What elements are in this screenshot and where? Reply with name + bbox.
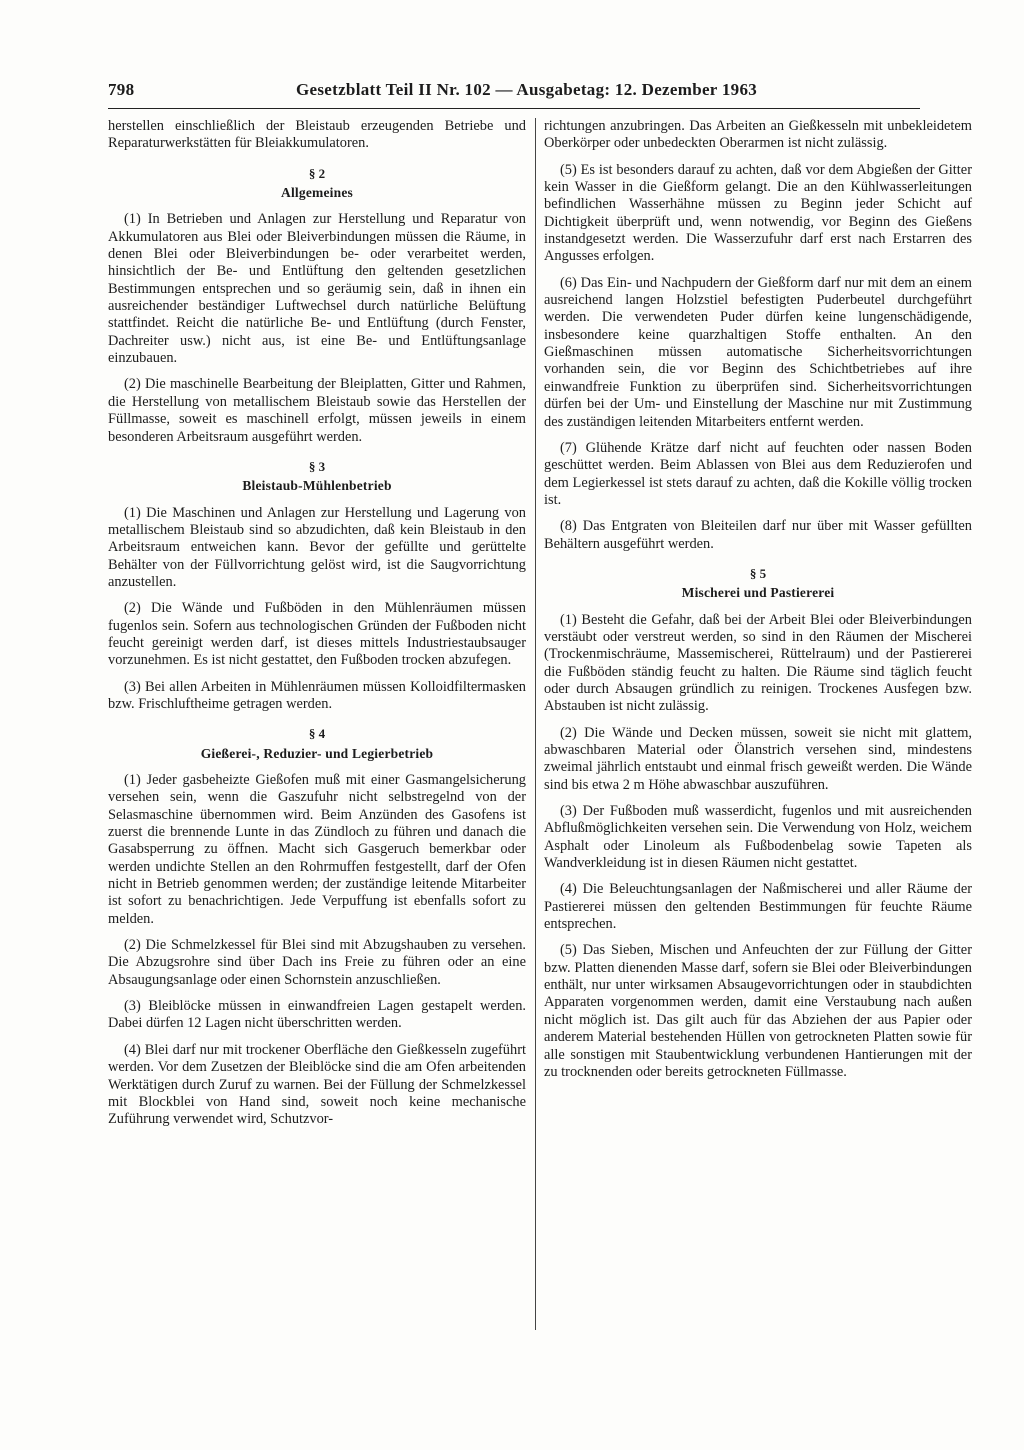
- paragraph: (1) Besteht die Gefahr, daß bei der Arbeit Blei oder Bleiverbindungen verstäubt oder verstreut werden, so sind in den Räumen der Mischerei (Trockenmischräume, Massemischerei, Rüttelraum) und der Pastiererei die Fußböden ständig feucht zu halten. Die Räume sind täglich feucht oder durch Absaugen gründlich zu reinigen. Trockenes Ausfegen bzw. Abstauben ist nicht zulässig.: [544, 611, 972, 715]
- section-number: § 3: [308, 458, 326, 474]
- header-rule: [108, 108, 920, 109]
- paragraph: (1) Die Maschinen und Anlagen zur Herstellung und Lagerung von metallischem Bleistaub sind so abzudichten, daß kein Bleistaub in den Arbeitsraum entweichen kann. Bevor der gefüllte und gerüttelte Behälter von der Füllvorrichtung gelöst wird, ist die Saugvorrichtung anzustellen.: [108, 504, 526, 590]
- page-number: 798: [108, 80, 135, 99]
- paragraph: (2) Die maschinelle Bearbeitung der Bleiplatten, Gitter und Rahmen, die Herstellung von metallischem Bleistaub sowie das Herstellen der Füllmasse, soweit es maschinell erfolgt, müssen jeweils in einem besonderen Arbeitsraum ausgeführt werden.: [108, 376, 526, 445]
- paragraph: (2) Die Wände und Fußböden in den Mühlenräumen müssen fugenlos sein. Sofern aus technologischen Gründen der Fußboden nicht feucht gereinigt werden darf, ist dieses mittels Industriestaubsauger vorzunehmen. Es ist nicht gestattet, den Fußboden trocken abzufegen.: [108, 600, 526, 669]
- section-title: Gießerei-, Reduzier- und Legierbetrieb: [200, 745, 434, 761]
- paragraph: (3) Bei allen Arbeiten in Mühlenräumen müssen Kolloidfiltermasken bzw. Frischluftheime getragen werden.: [108, 678, 526, 712]
- paragraph: (7) Glühende Krätze darf nicht auf feuchten oder nassen Boden geschüttet werden. Beim Ablassen von Blei aus dem Reduzierofen und dem Legierkessel ist stets darauf zu achten, daß die Kokille völlig trocken ist.: [544, 439, 972, 508]
- section-number: § 5: [749, 565, 767, 581]
- paragraph: (5) Es ist besonders darauf zu achten, daß vor dem Abgießen der Gitter kein Wasser in die Gießform gelangt. Die an den Kühlwasserleitungen befindlichen Wasserhähne müssen zu Beginn jeder Schicht auf Dichtigkeit überprüft und, wenn notwendig, vor Beginn des Gießens instandgesetzt werden. Die Wasserzufuhr darf erst nach Erstarren des Angusses erfolgen.: [544, 161, 972, 265]
- section-number: § 4: [308, 726, 326, 742]
- paragraph: (6) Das Ein- und Nachpudern der Gießform darf nur mit dem an einem ausreichend langen Holzstiel befestigten Puderbeutel durchgeführt werden. Die verwendeten Puder dürfen keine lungenschädigende, insbesondere keine quarzhaltigen Stoffe enthalten. An den Gießmaschinen müssen automatische Sicherheitsvorrichtungen vorhanden sein, die vor Beginn des Schichtbetriebes auf ihre einwandfreie Funktion zu überprüfen sind. Sicherheitsvorrichtungen dürfen bei der Um- und Einstellung der Maschine nur mit Zustimmung des zuständigen leitenden Mitarbeiters entfernt werden.: [544, 274, 972, 430]
- paragraph: (3) Der Fußboden muß wasserdicht, fugenlos und mit ausreichenden Abflußmöglichkeiten versehen sein. Die Verwendung von Holz, weichem Asphalt oder Linoleum als Fußbodenbelag sowie Tapeten als Wandverkleidung ist in diesen Räumen nicht gestattet.: [544, 803, 972, 872]
- column-divider: [535, 118, 536, 1330]
- paragraph: (8) Das Entgraten von Bleiteilen darf nur über mit Wasser gefüllten Behältern ausgeführt werden.: [544, 518, 972, 552]
- paragraph: richtungen anzubringen. Das Arbeiten an Gießkesseln mit unbekleidetem Oberkörper oder unbedeckten Oberarmen ist nicht zulässig.: [544, 118, 972, 152]
- right-column: [544, 118, 972, 1090]
- paragraph: (4) Blei darf nur mit trockener Oberfläche den Gießkesseln zugeführt werden. Vor dem Zusetzen der Bleiblöcke sind die am Ofen arbeitenden Werktätigen durch Zuruf zu warnen. Bei der Füllung der Schmelzkessel mit Blockblei von Hand sind, soweit noch keine mechanische Zuführung verwendet wird, Schutzvor-: [108, 1041, 526, 1128]
- paragraph: (2) Die Wände und Decken müssen, soweit sie nicht mit glattem, abwaschbaren Material oder Ölanstrich versehen sind, mindestens zweimal jährlich entstaubt und einmal frisch geweißt werden. Die Wände sind bis etwa 2 m Höhe abwaschbar auszuführen.: [544, 724, 972, 793]
- section-title: Bleistaub-Mühlenbetrieb: [242, 478, 392, 494]
- section-title: Allgemeines: [281, 185, 353, 201]
- section-title: Mischerei und Pastiererei: [681, 585, 835, 601]
- paragraph: (1) Jeder gasbeheizte Gießofen muß mit einer Gasmangelsicherung versehen sein, wenn die Gaszufuhr nicht selbstregelnd von der Selasmaschine übernommen wird. Beim Anzünden des Gasofens ist zuerst die brennende Lunte in das Zündloch zu führen und danach die Gasabsperrung zu öffnen. Macht sich Gasgeruch bemerkbar oder werden undichte Stellen an den Rohrmuffen festgestellt, darf der Ofen nicht in Betrieb genommen werden; der zuständige leitende Mitarbeiter ist sofort zu benachrichtigen. Jede Verpuffung ist ebenfalls sofort zu melden.: [108, 772, 526, 927]
- page-header: [108, 80, 920, 104]
- paragraph: (1) In Betrieben und Anlagen zur Herstellung und Reparatur von Akkumulatoren aus Blei oder Bleiverbindungen müssen die Räume, in denen Blei oder Bleiverbindungen be- oder verarbeitet werden, hinsichtlich der Be- und Entlüftung den geltenden gesetzlichen Bestimmungen entsprechen und so geräumig sein, daß in ihnen ein ausreichender beständiger Luftwechsel durch natürliche Belüftung stattfindet. Reicht die natürliche Be- und Entlüftung (durch Fenster, Dachreiter usw.) nicht aus, ist eine Be- und Entlüftungsanlage einzubauen.: [108, 211, 526, 367]
- paragraph: (2) Die Schmelzkessel für Blei sind mit Abzugshauben zu versehen. Die Abzugsrohre sind über Dach ins Freie zu führen oder an eine Absaugungsanlage oder einen Schornstein anzuschließen.: [108, 937, 526, 988]
- paragraph: herstellen einschließlich der Bleistaub erzeugenden Betriebe und Reparaturwerkstätten für Bleiakkumulatoren.: [108, 118, 526, 152]
- paragraph: (5) Das Sieben, Mischen und Anfeuchten der zur Füllung der Gitter bzw. Platten dienenden Masse darf, sofern sie Blei oder Bleiverbindungen enthält, nur unter wirksamen Absaugevorrichtungen oder in staubdichten Apparaten vorgenommen werden, damit eine Verstaubung nach außen nicht möglich ist. Das gilt auch für das Abziehen der aus Papier oder anderem Material bestehenden Hüllen von getrockneten Platten sowie für alle sonstigen mit Staubentwicklung verbundenen Hantierungen mit der zu trocknenden oder bereits getrockneten Füllmasse.: [544, 942, 972, 1080]
- paragraph: (3) Bleiblöcke müssen in einwandfreien Lagen gestapelt werden. Dabei dürfen 12 Lagen nicht überschritten werden.: [108, 998, 526, 1032]
- left-column: [108, 118, 526, 1138]
- paragraph: (4) Die Beleuchtungsanlagen der Naßmischerei und aller Räume der Pastiererei müssen den geltenden Bestimmungen für feuchte Räume entsprechen.: [544, 881, 972, 933]
- running-title: Gesetzblatt Teil II Nr. 102 — Ausgabetag: 12. Dezember 1963: [296, 80, 758, 99]
- section-number: § 2: [308, 165, 326, 181]
